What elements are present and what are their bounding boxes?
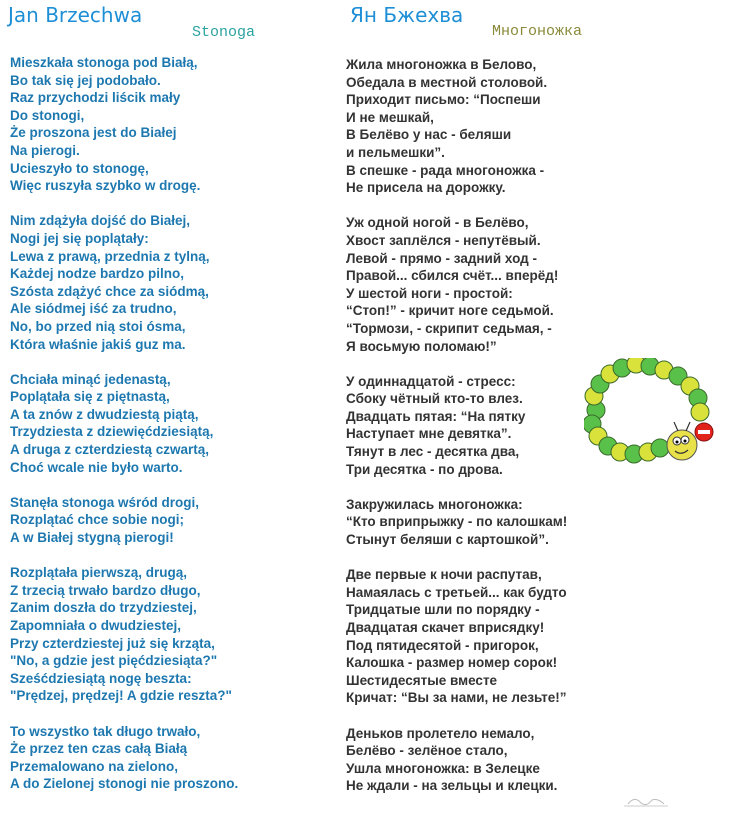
stanza-gap xyxy=(346,707,567,725)
poem-line: Do stonogi, xyxy=(10,107,85,123)
poem-line: И не мешкай, xyxy=(346,109,434,125)
stanza-gap xyxy=(346,355,567,373)
polish-author: Jan Brzechwa xyxy=(8,3,143,27)
poem-line: A druga z czterdziestą czwartą, xyxy=(10,442,210,458)
poem-line: Белёво - зелёное стало, xyxy=(346,743,508,759)
poem-line: Закружилась многоножка: xyxy=(346,496,523,512)
poem-line: Левой - прямо - задний ход - xyxy=(346,250,537,266)
poem-line: Zapomniała o dwudziestej, xyxy=(10,618,182,633)
caterpillar-segment xyxy=(691,403,709,421)
poem-line: Не присела на дорожку. xyxy=(346,180,506,196)
poem-line: Trzydziesta z dziewięćdziesiątą, xyxy=(10,424,214,440)
poem-line: Stanęła stonoga wśród drogi, xyxy=(10,494,200,510)
stanza-gap xyxy=(10,547,238,565)
poem-line: “Кто вприпрыжку - по калошкам! xyxy=(346,514,568,530)
stanza-gap xyxy=(346,549,567,567)
russian-poem-body xyxy=(346,56,567,795)
poem-line: "No, a gdzie jest pięćdziesiąta?" xyxy=(10,653,218,669)
poem-line: У шестой ноги - простой: xyxy=(346,285,513,301)
poem-line: Która właśnie jakiś guz ma. xyxy=(10,336,186,352)
poem-line: Обедала в местной столовой. xyxy=(346,74,548,90)
signature xyxy=(622,792,670,810)
poem-line: Приходит письмо: “Поспеши xyxy=(346,92,541,108)
poem-line: и пельмешки”. xyxy=(346,144,445,160)
caterpillar-illustration xyxy=(584,358,722,468)
polish-title: Stonoga xyxy=(192,24,256,41)
poem-line: Szósta zdążyć chce za siódmą, xyxy=(10,283,209,299)
poem-line: Стынут беляши с картошкой”. xyxy=(346,532,549,548)
poem-line: Не ждали - на зельцы и клецки. xyxy=(346,778,558,794)
poem-line: Zanim doszła do trzydziestej, xyxy=(10,600,197,616)
poem-line: Намаялась с третьей... как будто xyxy=(346,584,567,600)
poem-line: Ale siódmej iść za trudno, xyxy=(10,301,177,317)
poem-line: "Prędzej, prędzej! A gdzie reszta?" xyxy=(10,688,232,704)
poem-line: Двадцать пятая: “На пятку xyxy=(346,408,526,424)
poem-line: Две первые к ночи распутав, xyxy=(346,567,542,583)
poem-line: Rozplątała pierwszą, drugą, xyxy=(10,565,188,581)
poem-line: Я восьмую поломаю!” xyxy=(346,338,497,354)
poem-line: To wszystko tak długo trwało, xyxy=(10,723,201,739)
poem-line: Хвост заплёлся - непутёвый. xyxy=(346,232,541,248)
poem-line: Przemalowano na zielono, xyxy=(10,758,179,774)
poem-line: Choć wcale nie było warto. xyxy=(10,459,183,475)
poem-line: Sześćdziesiątą nogę beszta: xyxy=(10,670,192,686)
poem-line: Кричат: “Вы за нами, не лезьте!” xyxy=(346,690,567,706)
poem-line: Калошка - размер номер сорок! xyxy=(346,655,558,671)
poem-line: Под пятидесятой - пригорок, xyxy=(346,637,539,653)
poem-line: Тридцатые шли по порядку - xyxy=(346,602,540,618)
poem-line: Mieszkała stonoga pod Białą, xyxy=(10,55,198,70)
poem-line: Жила многоножка в Белово, xyxy=(346,57,537,72)
poem-line: Rozplątać chce sobie nogi; xyxy=(10,512,185,528)
poem-line: Двадцатая скачет вприсядку! xyxy=(346,620,545,635)
poem-line: Bo tak się jej podobało. xyxy=(10,72,161,88)
poem-line: Ушла многоножка: в Зелецке xyxy=(346,760,540,776)
poem-line: Тянут в лес - десятка два, xyxy=(346,444,520,460)
poem-line: Każdej nodze bardzo pilno, xyxy=(10,266,185,282)
poem-line: Raz przychodzi liścik mały xyxy=(10,90,181,106)
poem-line: Ucieszyło to stonogę, xyxy=(10,160,149,176)
poem-line: Chciała minąć jedenastą, xyxy=(10,371,171,387)
poem-line: Że przez ten czas całą Białą xyxy=(10,741,188,757)
stanza-gap xyxy=(10,195,238,213)
poem-line: A w Białej stygną pierogi! xyxy=(10,530,174,546)
stanza-gap xyxy=(346,197,567,215)
poem-line: Na pierogi. xyxy=(10,142,80,158)
poem-line: Z trzecią trwało bardzo długo, xyxy=(10,582,201,598)
poem-line: A ta znów z dwudziestą piątą, xyxy=(10,406,199,422)
stanza-gap xyxy=(10,705,238,723)
poem-line: В спешке - рада многоножка - xyxy=(346,162,545,178)
poem-line: У одиннадцатой - стресс: xyxy=(346,373,516,389)
poem-line: Сбоку чётный кто-то влез. xyxy=(346,391,523,407)
stanza-gap xyxy=(10,476,238,494)
poem-line: Poplątała się z piętnastą, xyxy=(10,389,170,405)
poem-line: Три десятка - по дрова. xyxy=(346,461,503,477)
poem-line: Шестидесятые вместе xyxy=(346,672,498,688)
poem-line: Lewa z prawą, przednia z tylną, xyxy=(10,248,210,264)
stanza-gap xyxy=(346,478,567,496)
stanza-gap xyxy=(10,353,238,371)
russian-title: Многоножка xyxy=(492,23,583,40)
poem-line: Nogi jej się poplątały: xyxy=(10,230,149,246)
poem-line: No, bo przed nią stoi ósma, xyxy=(10,318,186,334)
poem-line: Więc ruszyła szybko w drogę. xyxy=(10,178,201,194)
poem-line: Уж одной ногой - в Белёво, xyxy=(346,215,529,231)
poem-line: A do Zielonej stonogi nie proszono. xyxy=(10,776,239,792)
poem-line: “Стоп!” - кричит ноге седьмой. xyxy=(346,303,554,319)
poem-line: Przy czterdziestej już się krząta, xyxy=(10,635,215,651)
poem-line: Деньков пролетело немало, xyxy=(346,725,535,741)
poem-line: Nim zdążyła dojść do Białej, xyxy=(10,213,191,229)
poem-line: Правой... сбился счёт... вперёд! xyxy=(346,268,559,284)
russian-author: Ян Бжехва xyxy=(350,3,464,27)
poem-line: Наступает мне девятка”. xyxy=(346,426,512,442)
poem-line: Że proszona jest do Białej xyxy=(10,125,177,141)
poem-line: В Белёво у нас - беляши xyxy=(346,127,512,143)
caterpillar-segment xyxy=(651,439,669,457)
poem-line: “Тормози, - скрипит седьмая, - xyxy=(346,320,552,336)
polish-poem-body xyxy=(10,54,238,793)
